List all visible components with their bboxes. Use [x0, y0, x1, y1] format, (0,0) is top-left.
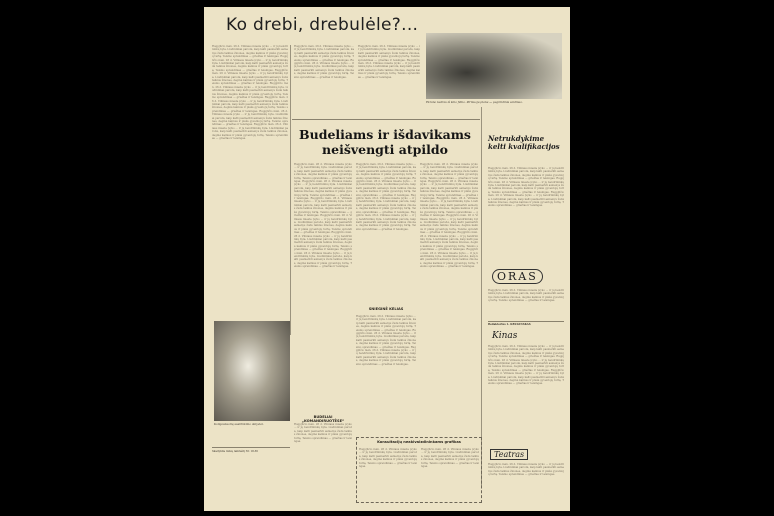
paragraph: Rugpjūčio mėn. 26 d. Vilniaus mieste įvyko ... ir jų bendrininkų byla. Liudininkai parodė, kaip kalti pasmerkti asmenys žudė taikius žmones, deginė kaimus ir plėšė gyventojų turtą. Teismo sprendimas — griežtas ir teisingas. — [488, 463, 564, 477]
main-headline: Budeliams ir išdavikams neišvengti atpildo — [299, 127, 471, 157]
left-photo — [214, 321, 290, 421]
paragraph: Rugpjūčio mėn. 26 d. Vilniaus mieste įvyko ... ir jų bendrininkų byla. Liudininkai parodė, kaip kalti pasmerkti asmenys žudė taikius žmones, deginė kaimus ir plėšė gyventojų turtą. Teismo sprendimas — griežtas ir teisingas. — [212, 109, 288, 127]
paragraph: Rugpjūčio mėn. 26 d. Vilniaus mieste įvyko ... ir jų bendrininkų byla. Liudininkai parodė, kaip kalti pasmerkti asmenys žudė taikius žmones, deginė kaimus ir plėšė gyventojų turtą. Teismo sprendimas — griežtas ir teisingas. — [488, 177, 564, 194]
paragraph: Rugpjūčio mėn. 26 d. Vilniaus mieste įvyko ... ir jų bendrininkų byla. Liudininkai parodė, kaip kalti pasmerkti asmenys žudė taikius žmones, deginė kaimus ir plėšė gyventojų turtą. Teismo sprendimas — griežtas ir teisingas. — [356, 328, 416, 349]
paragraph: Rugpjūčio mėn. 26 d. Vilniaus mieste įvyko ... ir jų bendrininkų byla. Liudininkai parodė, kaip kalti pasmerkti asmenys žudė taikius žmones, deginė kaimus ir plėšė gyventojų turtą. Teismo sprendimas — griežtas ir teisingas. — [294, 45, 354, 62]
paragraph: Rugpjūčio mėn. 26 d. Vilniaus mieste įvyko ... ir jų bendrininkų byla. Liudininkai parodė, kaip kalti pasmerkti asmenys žudė taikius žmones, deginė kaimus ir plėšė gyventojų turtą. Teismo sprendimas — griežtas ir teisingas. — [359, 448, 417, 469]
paragraph: Rugpjūčio mėn. 26 d. Vilniaus mieste įvyko ... ir jų bendrininkų byla. Liudininkai parodė, kaip kalti pasmerkti asmenys žudė taikius žmones, deginė kaimus ir plėšė gyventojų turtą. Teismo sprendimas — griežtas ir teisingas. — [212, 55, 288, 72]
teatras-logo: Teatras — [490, 449, 528, 460]
column-rule — [481, 107, 482, 487]
paragraph: Rugpjūčio mėn. 26 d. Vilniaus mieste įvyko ... ir jų bendrininkų byla. Liudininkai parodė, kaip kalti pasmerkti asmenys žudė taikius žmones, deginė kaimus ir plėšė gyventojų turtą. Teismo sprendimas — griežtas ir teisingas. — [294, 180, 352, 201]
paragraph: Rugpjūčio mėn. 26 d. Vilniaus mieste įvyko ... ir jų bendrininkų byla. Liudininkai parodė, kaip kalti pasmerkti asmenys žudė taikius žmones, deginė kaimus ir plėšė gyventojų turtą. Teismo sprendimas — griežtas ir teisingas. — [294, 163, 352, 184]
consultation-box — [356, 437, 482, 503]
top-photo-caption: Ekrano kadras iš kino filmo. Pirmuoju planu — pagrindinis vaidmuo. — [426, 100, 523, 104]
kinas-logo: Kinas — [492, 331, 518, 341]
paragraph: Rugpjūčio mėn. 26 d. Vilniaus mieste įvyko ... ir jų bendrininkų byla. Liudininkai parodė, kaip kalti pasmerkti asmenys žudė taikius žmones, deginė kaimus ir plėšė gyventojų turtą. Teismo sprendimas — griežtas ir teisingas. — [294, 214, 352, 235]
paragraph: Rugpjūčio mėn. 26 d. Vilniaus mieste įvyko ... ir jų bendrininkų byla. Liudininkai parodė, kaip kalti pasmerkti asmenys žudė taikius žmones, deginė kaimus ir plėšė gyventojų turtą. Teismo sprendimas — griežtas ir teisingas. — [356, 345, 416, 366]
paragraph: Rugpjūčio mėn. 26 d. Vilniaus mieste įvyko ... ir jų bendrininkų byla. Liudininkai parodė, kaip kalti pasmerkti asmenys žudė taikius žmones, deginė kaimus ir plėšė gyventojų turtą. Teismo sprendimas — griežtas ir teisingas. — [356, 193, 416, 214]
left-photo-caption: Komjaunuolių susirinkimo dalyviai. — [214, 422, 264, 426]
paragraph: Rugpjūčio mėn. 26 d. Vilniaus mieste įvyko ... ir jų bendrininkų byla. Liudininkai parodė, kaip kalti pasmerkti asmenys žudė taikius žmones, deginė kaimus ir plėšė gyventojų turtą. Teismo sprendimas — griežtas ir teisingas. — [420, 248, 478, 269]
paragraph: Rugpjūčio mėn. 26 d. Vilniaus mieste įvyko ... ir jų bendrininkų byla. Liudininkai parodė, kaip kalti pasmerkti asmenys žudė taikius žmones, deginė kaimus ir plėšė gyventojų turtą. Teismo sprendimas — griežtas ir teisingas. — [212, 123, 288, 140]
paragraph: Rugpjūčio mėn. 26 d. Vilniaus mieste įvyko ... ir jų bendrininkų byla. Liudininkai parodė, kaip kalti pasmerkti asmenys žudė taikius žmones, deginė kaimus ir plėšė gyventojų turtą. Teismo sprendimas — griežtas ir teisingas. — [358, 58, 420, 79]
paragraph: Rugpjūčio mėn. 26 d. Vilniaus mieste įvyko ... ir jų bendrininkų byla. Liudininkai parodė, kaip kalti pasmerkti asmenys žudė taikius žmones, deginė kaimus ir plėšė gyventojų turtą. Teismo sprendimas — griežtas ir teisingas. — [488, 368, 564, 386]
paragraph: Rugpjūčio mėn. 26 d. Vilniaus mieste įvyko ... ir jų bendrininkų byla. Liudininkai parodė, kaip kalti pasmerkti asmenys žudė taikius žmones, deginė kaimus ir plėšė gyventojų turtą. Teismo sprendimas — griežtas ir teisingas. — [294, 58, 354, 79]
oras-logo: ORAS — [492, 269, 543, 284]
left-subhead: BUDELIAI „KOMANDIRUOTĖSE“ — [301, 415, 345, 423]
article-column-1-end — [294, 423, 352, 445]
paragraph: Rugpjūčio mėn. 26 d. Vilniaus mieste įvyko ... ir jų bendrininkų byla. Liudininkai parodė, kaip kalti pasmerkti asmenys žudė taikius žmones, deginė kaimus ir plėšė gyventojų turtą. Teismo sprendimas — griežtas ir teisingas. — [212, 96, 288, 113]
kinas-text — [488, 345, 564, 445]
article-column-2-end — [356, 315, 416, 435]
left-column-text — [212, 45, 288, 317]
footer-rule — [212, 447, 290, 448]
paragraph: Rugpjūčio mėn. 26 d. Vilniaus mieste įvyko ... ir jų bendrininkų byla. Liudininkai parodė, kaip kalti pasmerkti asmenys žudė taikius žmones, deginė kaimus ir plėšė gyventojų turtą. Teismo sprendimas — griežtas ir teisingas. — [356, 176, 416, 197]
paragraph: Rugpjūčio mėn. 26 d. Vilniaus mieste įvyko ... ir jų bendrininkų byla. Liudininkai parodė, kaip kalti pasmerkti asmenys žudė taikius žmones, deginė kaimus ir plėšė gyventojų turtą. Teismo sprendimas — griežtas ir teisingas. — [420, 163, 478, 184]
oras-text — [488, 289, 564, 319]
paragraph: Rugpjūčio mėn. 26 d. Vilniaus mieste įvyko ... ir jų bendrininkų byla. Liudininkai parodė, kaip kalti pasmerkti asmenys žudė taikius žmones, deginė kaimus ir plėšė gyventojų turtą. Teismo sprendimas — griežtas ir teisingas. — [488, 289, 564, 303]
editor-line: Redaktorius L. KRUGINSKAS — [488, 323, 531, 326]
paragraph: Rugpjūčio mėn. 26 d. Vilniaus mieste įvyko ... ir jų bendrininkų byla. Liudininkai parodė, kaip kalti pasmerkti asmenys žudė taikius žmones, deginė kaimus ir plėšė gyventojų turtą. Teismo sprendimas — griežtas ir teisingas. — [294, 197, 352, 218]
box-column-1 — [359, 448, 417, 498]
paragraph: Rugpjūčio mėn. 26 d. Vilniaus mieste įvyko ... ir jų bendrininkų byla. Liudininkai parodė, kaip kalti pasmerkti asmenys žudė taikius žmones, deginė kaimus ir plėšė gyventojų turtą. Teismo sprendimas — griežtas ir teisingas. — [488, 345, 564, 359]
paragraph: Rugpjūčio mėn. 26 d. Vilniaus mieste įvyko ... ir jų bendrininkų byla. Liudininkai parodė, kaip kalti pasmerkti asmenys žudė taikius žmones, deginė kaimus ir plėšė gyventojų turtą. Teismo sprendimas — griežtas ir teisingas. — [356, 163, 416, 180]
paragraph: Rugpjūčio mėn. 26 d. Vilniaus mieste įvyko ... ir jų bendrininkų byla. Liudininkai parodė, kaip kalti pasmerkti asmenys žudė taikius žmones, deginė kaimus ir plėšė gyventojų turtą. Teismo sprendimas — griežtas ir teisingas. — [420, 231, 478, 252]
footer-note: Skaitykite mūsų laikraštį Nr. 18-36 — [212, 450, 258, 453]
paragraph: Rugpjūčio mėn. 26 d. Vilniaus mieste įvyko ... ir jų bendrininkų byla. Liudininkai parodė, kaip kalti pasmerkti asmenys žudė taikius žmones, deginė kaimus ir plėšė gyventojų turtą. Teismo sprendimas — griežtas ir teisingas. — [488, 355, 564, 372]
paragraph: Rugpjūčio mėn. 26 d. Vilniaus mieste įvyko ... ir jų bendrininkų byla. Liudininkai parodė, kaip kalti pasmerkti asmenys žudė taikius žmones, deginė kaimus ir plėšė gyventojų turtą. Teismo sprendimas — griežtas ir teisingas. — [421, 448, 479, 469]
headline-rule — [292, 119, 480, 120]
paragraph: Rugpjūčio mėn. 26 d. Vilniaus mieste įvyko ... ir jų bendrininkų byla. Liudininkai parodė, kaip kalti pasmerkti asmenys žudė taikius žmones, deginė kaimus ir plėšė gyventojų turtą. Teismo sprendimas — griežtas ir teisingas. — [212, 45, 288, 59]
upper-mid-text-1 — [294, 45, 354, 119]
paragraph: Rugpjūčio mėn. 26 d. Vilniaus mieste įvyko ... ir jų bendrininkų byla. Liudininkai parodė, kaip kalti pasmerkti asmenys žudė taikius žmones, deginė kaimus ir plėšė gyventojų turtą. Teismo sprendimas — griežtas ir teisingas. — [294, 423, 352, 444]
box-heading: Konsultacijų neakivaizdininkams grafikas — [377, 440, 461, 444]
teatras-text — [488, 463, 564, 499]
box-column-2 — [421, 448, 479, 498]
paragraph: Rugpjūčio mėn. 26 d. Vilniaus mieste įvyko ... ir jų bendrininkų byla. Liudininkai parodė, kaip kalti pasmerkti asmenys žudė taikius žmones, deginė kaimus ir plėšė gyventojų turtą. Teismo sprendimas — griežtas ir teisingas. — [212, 82, 288, 100]
paragraph: Rugpjūčio mėn. 26 d. Vilniaus mieste įvyko ... ir jų bendrininkų byla. Liudininkai parodė, kaip kalti pasmerkti asmenys žudė taikius žmones, deginė kaimus ir plėšė gyventojų turtą. Teismo sprendimas — griežtas ir teisingas. — [420, 214, 478, 235]
paragraph: Rugpjūčio mėn. 26 d. Vilniaus mieste įvyko ... ir jų bendrininkų byla. Liudininkai parodė, kaip kalti pasmerkti asmenys žudė taikius žmones, deginė kaimus ir plėšė gyventojų turtą. Teismo sprendimas — griežtas ir teisingas. — [356, 315, 416, 332]
upper-mid-text-2 — [358, 45, 420, 119]
paragraph: Rugpjūčio mėn. 26 d. Vilniaus mieste įvyko ... ir jų bendrininkų byla. Liudininkai parodė, kaip kalti pasmerkti asmenys žudė taikius žmones, deginė kaimus ir plėšė gyventojų turtą. Teismo sprendimas — griežtas ir teisingas. — [294, 231, 352, 252]
paragraph: Rugpjūčio mėn. 26 d. Vilniaus mieste įvyko ... ir jų bendrininkų byla. Liudininkai parodė, kaip kalti pasmerkti asmenys žudė taikius žmones, deginė kaimus ir plėšė gyventojų turtą. Teismo sprendimas — griežtas ir teisingas. — [356, 210, 416, 231]
right-heading: Netrukdykime kelti kvalifikacijos — [488, 134, 560, 151]
paragraph: Rugpjūčio mėn. 26 d. Vilniaus mieste įvyko ... ir jų bendrininkų byla. Liudininkai parodė, kaip kalti pasmerkti asmenys žudė taikius žmones, deginė kaimus ir plėšė gyventojų turtą. Teismo sprendimas — griežtas ir teisingas. — [488, 167, 564, 181]
paragraph: Rugpjūčio mėn. 26 d. Vilniaus mieste įvyko ... ir jų bendrininkų byla. Liudininkai parodė, kaip kalti pasmerkti asmenys žudė taikius žmones, deginė kaimus ir plėšė gyventojų turtą. Teismo sprendimas — griežtas ir teisingas. — [212, 68, 288, 86]
paragraph: Rugpjūčio mėn. 26 d. Vilniaus mieste įvyko ... ir jų bendrininkų byla. Liudininkai parodė, kaip kalti pasmerkti asmenys žudė taikius žmones, deginė kaimus ir plėšė gyventojų turtą. Teismo sprendimas — griežtas ir teisingas. — [294, 248, 352, 269]
right-rule — [488, 321, 564, 322]
paragraph: Rugpjūčio mėn. 26 d. Vilniaus mieste įvyko ... ir jų bendrininkų byla. Liudininkai parodė, kaip kalti pasmerkti asmenys žudė taikius žmones, deginė kaimus ir plėšė gyventojų turtą. Teismo sprendimas — griežtas ir teisingas. — [488, 190, 564, 208]
article-column-3 — [420, 163, 478, 433]
paragraph: Rugpjūčio mėn. 26 d. Vilniaus mieste įvyko ... ir jų bendrininkų byla. Liudininkai parodė, kaip kalti pasmerkti asmenys žudė taikius žmones, deginė kaimus ir plėšė gyventojų turtą. Teismo sprendimas — griežtas ir teisingas. — [358, 45, 420, 62]
newspaper-page — [204, 7, 570, 511]
article-column-1 — [294, 163, 352, 413]
column-rule — [290, 45, 291, 335]
paragraph: Rugpjūčio mėn. 26 d. Vilniaus mieste įvyko ... ir jų bendrininkų byla. Liudininkai parodė, kaip kalti pasmerkti asmenys žudė taikius žmones, deginė kaimus ir plėšė gyventojų turtą. Teismo sprendimas — griežtas ir teisingas. — [420, 197, 478, 218]
right-column-text — [488, 167, 564, 267]
top-photo — [426, 33, 562, 99]
paragraph: Rugpjūčio mėn. 26 d. Vilniaus mieste įvyko ... ir jų bendrininkų byla. Liudininkai parodė, kaip kalti pasmerkti asmenys žudė taikius žmones, deginė kaimus ir plėšė gyventojų turtą. Teismo sprendimas — griežtas ir teisingas. — [420, 180, 478, 201]
center-subhead: SNIEGINĖ KELIAS — [368, 307, 404, 311]
masthead: Ko drebi, drebulėle?... — [226, 15, 419, 35]
article-column-2 — [356, 163, 416, 303]
